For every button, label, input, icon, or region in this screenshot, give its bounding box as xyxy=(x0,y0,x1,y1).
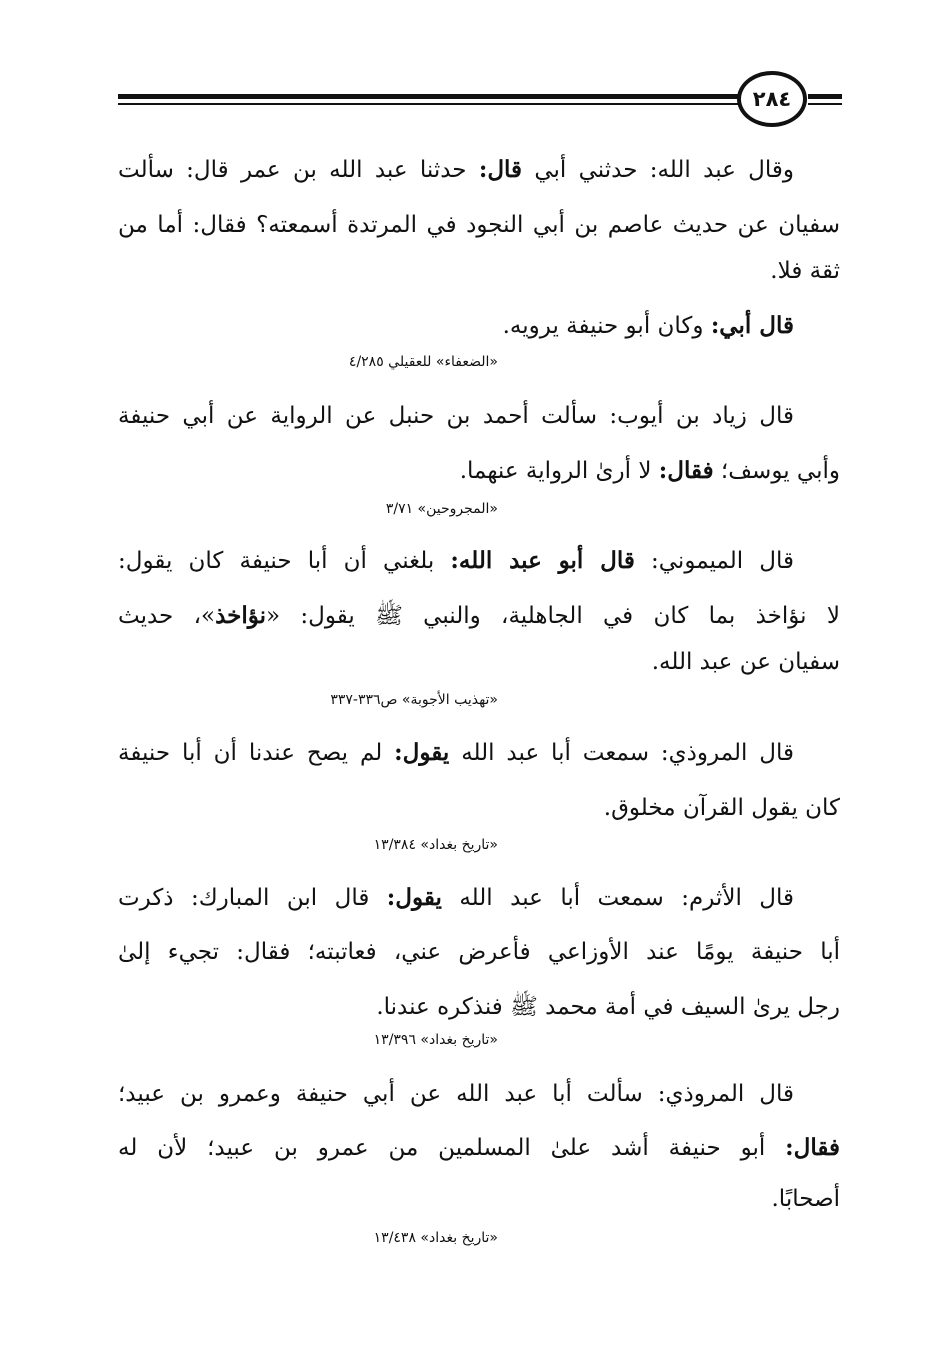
header-rule-thin-right xyxy=(808,103,842,105)
bold-phrase: فقال: xyxy=(785,1134,840,1161)
text-line: أبا حنيفة يومًا عند الأوزاعي فأعرض عني، فعاتبته؛ فقال: تجيء إلىٰ xyxy=(118,939,840,965)
text-line: أصحابًا. xyxy=(771,1186,840,1212)
bold-phrase: نؤاخذ xyxy=(215,602,267,629)
text-line: قال المروذي: سمعت أبا عبد الله يقول: لم يصح عندنا أن أبا حنيفة xyxy=(118,739,794,766)
page-number: ٢٨٤ xyxy=(737,71,807,127)
header-rule-thick xyxy=(118,94,738,99)
bold-phrase: قال: xyxy=(478,156,523,183)
source-citation: «تهذيب الأجوبة» ص٣٣٦-٣٣٧ xyxy=(330,692,498,708)
source-citation: «تاريخ بغداد» ١٣/٣٩٦ xyxy=(373,1032,498,1048)
text-line: قال زياد بن أيوب: سألت أحمد بن حنبل عن الرواية عن أبي حنيفة xyxy=(118,403,794,429)
bold-phrase: يقول: xyxy=(386,884,442,911)
text-line: لا نؤاخذ بما كان في الجاهلية، والنبي ﷺ يقول: «نؤاخذ»، حديث xyxy=(118,602,840,629)
bold-phrase: قال أبو عبد الله: xyxy=(450,547,635,574)
text-line: قال المروذي: سألت أبا عبد الله عن أبي حنيفة وعمرو بن عبيد؛ xyxy=(118,1081,794,1107)
header-rule-thin xyxy=(118,103,738,105)
text-line: سفيان عن حديث عاصم بن أبي النجود في المرتدة أسمعته؟ فقال: أما من xyxy=(118,212,840,238)
text-line: قال أبي: وكان أبو حنيفة يرويه. xyxy=(502,312,794,339)
source-citation: «تاريخ بغداد» ١٣/٣٨٤ xyxy=(373,837,498,853)
text-line: ثقة فلا. xyxy=(770,258,840,284)
source-citation: «المجروحين» ٣/٧١ xyxy=(385,501,498,517)
bold-phrase: يقول: xyxy=(394,739,450,766)
bold-phrase: فقال: xyxy=(658,457,714,484)
header-rule-thick-right xyxy=(808,94,842,99)
text-line: وأبي يوسف؛ فقال: لا أرىٰ الرواية عنهما. xyxy=(459,457,840,484)
text-line: رجل يرىٰ السيف في أمة محمد ﷺ فنذكره عندنا. xyxy=(376,994,840,1020)
bold-phrase: قال أبي: xyxy=(710,312,794,339)
text-line: قال الأثرم: سمعت أبا عبد الله يقول: قال ابن المبارك: ذكرت xyxy=(118,884,794,911)
source-citation: «تاريخ بغداد» ١٣/٤٣٨ xyxy=(373,1230,498,1246)
text-line: قال الميموني: قال أبو عبد الله: بلغني أن أبا حنيفة كان يقول: xyxy=(118,547,794,574)
text-line: فقال: أبو حنيفة أشد علىٰ المسلمين من عمرو بن عبيد؛ لأن له xyxy=(118,1134,840,1161)
text-line: سفيان عن عبد الله. xyxy=(651,649,840,675)
source-citation: «الضعفاء» للعقيلي ٤/٢٨٥ xyxy=(348,354,498,370)
text-line: وقال عبد الله: حدثني أبي قال: حدثنا عبد الله بن عمر قال: سألت xyxy=(118,156,794,183)
text-line: كان يقول القرآن مخلوق. xyxy=(603,795,840,821)
